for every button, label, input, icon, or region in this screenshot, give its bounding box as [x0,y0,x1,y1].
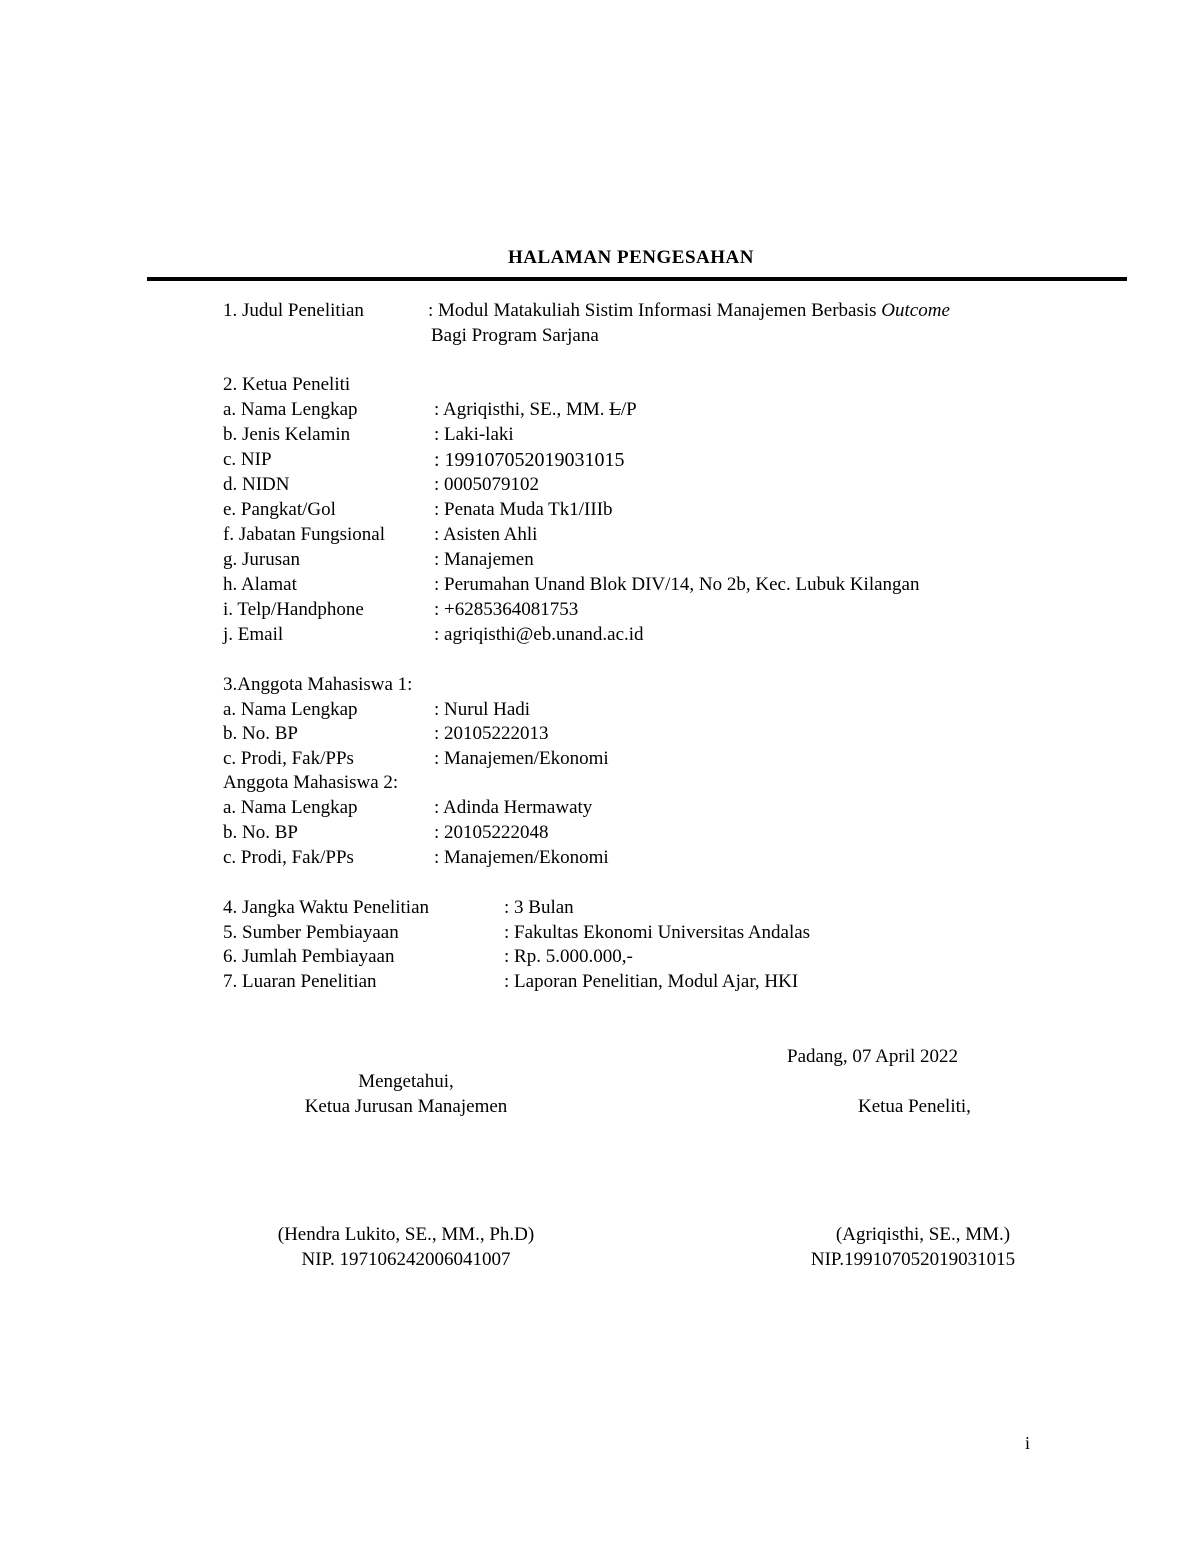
right-signer-name: (Agriqisthi, SE., MM.) [835,1224,1011,1245]
ketua-nama-text: : Agriqisthi, SE., MM. [434,399,610,420]
right-signer-title: Ketua Peneliti, [858,1096,971,1117]
anggota2-row-label: a. Nama Lengkap [223,797,358,818]
ketua-row-label: h. Alamat [223,574,297,595]
info-row-value: : Laporan Penelitian, Modul Ajar, HKI [504,971,799,992]
anggota2-row-label: b. No. BP [223,822,298,843]
judul-label: 1. Judul Penelitian [223,300,364,321]
anggota1-row-value: : Nurul Hadi [434,699,531,720]
title-divider [147,277,1127,281]
info-row-value: : Fakultas Ekonomi Universitas Andalas [504,922,811,943]
ketua-row-value: : +6285364081753 [434,599,579,620]
ketua-row-value: : Asisten Ahli [434,524,538,545]
info-row-label: 5. Sumber Pembiayaan [223,922,399,943]
anggota2-row-value: : Adinda Hermawaty [434,797,593,818]
ketua-row-label: b. Jenis Kelamin [223,424,351,445]
anggota1-row-value: : Manajemen/Ekonomi [434,748,609,769]
ketua-nama-value [434,398,637,422]
gender-suffix: /P [620,399,637,420]
ketua-row-value: : Perumahan Unand Blok DIV/14, No 2b, Kec. Lubuk Kilangan [434,574,920,595]
right-signer-nip: NIP.199107052019031015 [810,1249,1016,1270]
anggota1-heading: 3.Anggota Mahasiswa 1: [223,674,413,695]
ketua-email-value: : agriqisthi@eb.unand.ac.id [434,624,644,645]
gender-struck: L [609,399,621,420]
ketua-nama-label: a. Nama Lengkap [223,399,358,420]
ketua-row-label: c. NIP [223,449,272,470]
place-date: Padang, 07 April 2022 [787,1046,958,1067]
page-number: i [1025,1433,1031,1453]
anggota1-row-value: : 20105222013 [434,723,549,744]
judul-value-italic: Outcome [881,300,950,321]
anggota1-row-label: b. No. BP [223,723,298,744]
ketua-row-value: : 199107052019031015 [434,449,625,471]
ketua-row-value: : Laki-laki [434,424,514,445]
info-row-label: 7. Luaran Penelitian [223,971,377,992]
ketua-row-label: d. NIDN [223,474,290,495]
judul-value-text: : Modul Matakuliah Sistim Informasi Manajemen Berbasis [428,300,882,321]
left-signer-name: (Hendra Lukito, SE., MM., Ph.D) [277,1224,535,1245]
ketua-heading: 2. Ketua Peneliti [223,374,351,395]
ketua-row-value: : Penata Muda Tk1/IIIb [434,499,613,520]
ketua-row-label: g. Jurusan [223,549,301,570]
mengetahui-label: Mengetahui, [358,1071,454,1092]
ketua-row-label: f. Jabatan Fungsional [223,524,386,545]
judul-value-line2: Bagi Program Sarjana [431,325,599,346]
anggota2-row-value: : Manajemen/Ekonomi [434,847,609,868]
ketua-row-value: : 0005079102 [434,474,540,495]
judul-value [428,299,950,323]
ketua-row-value: : Manajemen [434,549,534,570]
anggota2-heading: Anggota Mahasiswa 2: [223,772,399,793]
anggota1-row-label: a. Nama Lengkap [223,699,358,720]
ketua-row-label: e. Pangkat/Gol [223,499,336,520]
anggota2-row-value: : 20105222048 [434,822,549,843]
ketua-row-label: i. Telp/Handphone [223,599,364,620]
info-row-value: : 3 Bulan [504,897,574,918]
left-signer-title: Ketua Jurusan Manajemen [304,1096,508,1117]
ketua-row-label: j. Email [223,624,284,645]
anggota1-row-label: c. Prodi, Fak/PPs [223,748,354,769]
info-row-label: 6. Jumlah Pembiayaan [223,946,395,967]
page-title: HALAMAN PENGESAHAN [508,247,754,268]
left-signer-nip: NIP. 197106242006041007 [301,1249,511,1270]
info-row-value: : Rp. 5.000.000,- [504,946,633,967]
info-row-label: 4. Jangka Waktu Penelitian [223,897,430,918]
anggota2-row-label: c. Prodi, Fak/PPs [223,847,354,868]
